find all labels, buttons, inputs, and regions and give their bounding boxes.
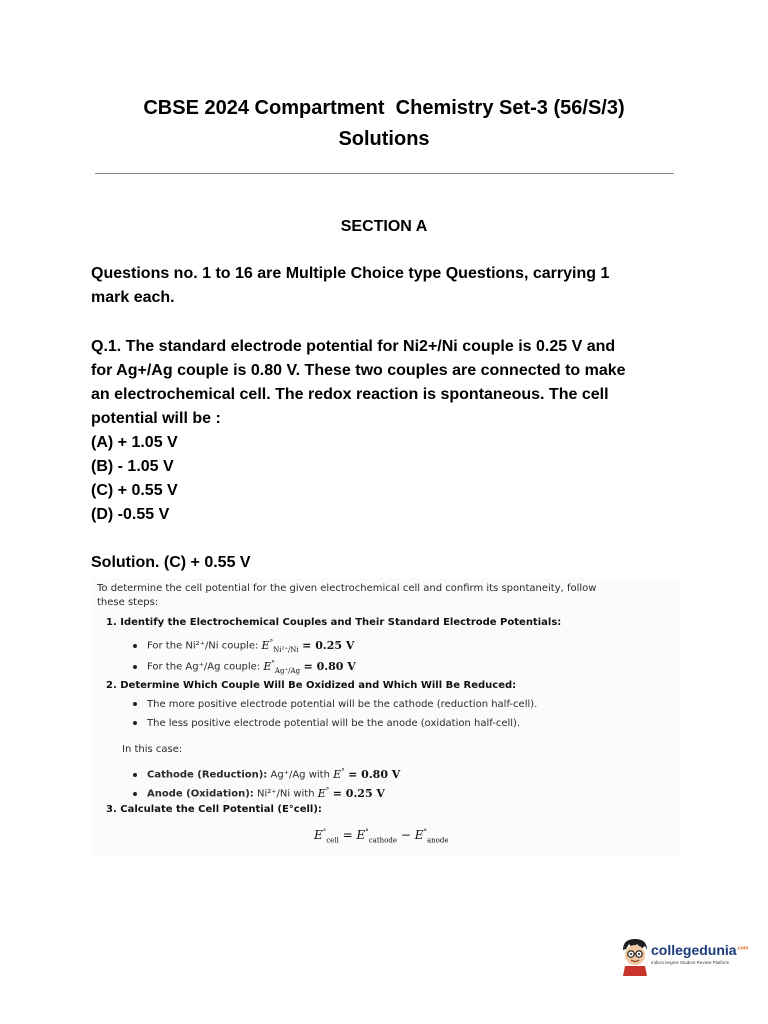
bullet-icon: [133, 702, 137, 706]
step-2-bullet-2: The less positive electrode potential will be the anode (oxidation half-cell).: [133, 717, 520, 731]
bullet-icon: [133, 665, 137, 669]
question-line-4: potential will be :: [91, 410, 221, 427]
in-this-case-label: In this case:: [122, 744, 183, 755]
instructions-line-2: mark each.: [91, 289, 175, 306]
instructions-line-1: Questions no. 1 to 16 are Multiple Choice type Questions, carrying 1: [91, 265, 610, 282]
step-2-bullet-1: The more positive electrode potential will be the cathode (reduction half-cell).: [133, 698, 537, 712]
anode-potential-equation: E° = 0.25 V: [317, 786, 385, 800]
ag-potential-equation: $E^\circ_{Ag^+/Ag} = 0.80$ V: [263, 659, 356, 675]
title-line-1: CBSE 2024 Compartment Chemistry Set-3 (56/S/3): [143, 97, 625, 119]
question-line-2: for Ag+/Ag couple is 0.80 V. These two couples are connected to make: [91, 362, 626, 379]
mascot-icon: [619, 936, 651, 976]
option-c: (C) + 0.55 V: [91, 482, 178, 499]
step-1-heading: 1. Identify the Electrochemical Couples and Their Standard Electrode Potentials:: [106, 617, 562, 628]
bullet-icon: [133, 644, 137, 648]
page-title: [0, 93, 768, 155]
solution-intro-line-2: these steps:: [97, 597, 159, 608]
step-2-heading: 2. Determine Which Couple Will Be Oxidized and Which Will Be Reduced:: [106, 680, 517, 691]
step-1-bullet-1: For the Ni²⁺/Ni couple: $E^\circ_{Ni^{2+}/Ni} = 0.25$ V: [133, 635, 354, 657]
option-d: (D) -0.55 V: [91, 506, 170, 523]
cathode-potential-equation: E° = 0.80 V: [333, 767, 401, 781]
option-a: (A) + 1.05 V: [91, 434, 178, 451]
title-line-2: Solutions: [338, 128, 430, 150]
cell-potential-formula: $E^\circ_{cell} = E^\circ_{cathode} - E^\circ_{anode}$: [314, 828, 449, 845]
bullet-icon: [133, 792, 137, 796]
ni-potential-equation: $E^\circ_{Ni^{2+}/Ni} = 0.25$ V: [261, 638, 355, 654]
cathode-bullet: Cathode (Reduction): Ag⁺/Ag with E° = 0.80 V: [133, 764, 400, 783]
bullet-icon: [133, 773, 137, 777]
solution-heading: Solution. (C) + 0.55 V: [91, 554, 251, 571]
solution-screenshot: [91, 578, 680, 855]
title-divider: [95, 173, 674, 174]
question-line-3: an electrochemical cell. The redox reaction is spontaneous. The cell: [91, 386, 609, 403]
collegedunia-logo: [619, 936, 768, 976]
bullet-icon: [133, 721, 137, 725]
instructions: [91, 262, 691, 310]
section-heading: SECTION A: [340, 218, 428, 235]
anode-bullet: Anode (Oxidation): Ni²⁺/Ni with E° = 0.25 V: [133, 783, 385, 802]
logo-wordmark: collegedunia$^{.com}$: [651, 942, 749, 958]
question-line-1: Q.1. The standard electrode potential for Ni2+/Ni couple is 0.25 V and: [91, 338, 616, 355]
option-b: (B) - 1.05 V: [91, 458, 174, 475]
logo-tagline: India's largest Student Review Platform: [651, 960, 730, 965]
question-1: [91, 335, 691, 527]
solution-intro-line-1: To determine the cell potential for the given electrochemical cell and confirm its spontaneity, follow: [97, 583, 597, 594]
step-3-heading: 3. Calculate the Cell Potential (E°cell):: [106, 804, 322, 815]
step-1-bullet-2: For the Ag⁺/Ag couple: $E^\circ_{Ag^+/Ag} = 0.80$ V: [133, 656, 356, 678]
